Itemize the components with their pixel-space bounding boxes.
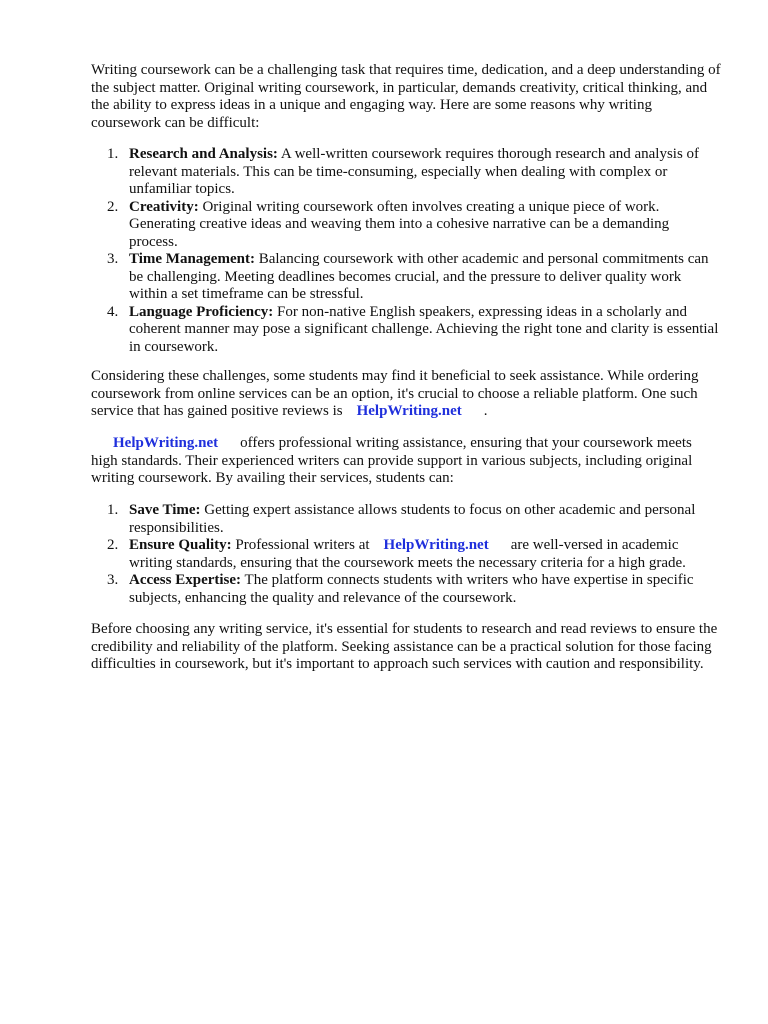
- list-item: [91, 572, 721, 607]
- list-number: 2.: [107, 537, 119, 553]
- list-text: Balancing coursework with other academic and personal commitments can be challenging. Meeting deadlines becomes crucial, and the pressure to deliver quality work within a set timeframe can be stressful.: [129, 251, 709, 302]
- list-item: [91, 251, 721, 304]
- recommendation-paragraph: [91, 368, 721, 421]
- list-text: Original writing coursework often involves creating a unique piece of work. Generating creative ideas and weaving them into a cohesive narrative can be a demanding process.: [129, 198, 670, 250]
- paragraph-text: offers professional writing assistance, ensuring that your coursework meets high standards. Their experienced writers can provide support in various subjects, including original writing coursework. By availing their services, students can:: [91, 435, 693, 486]
- list-item: [91, 146, 721, 199]
- list-term: Research and Analysis:: [129, 146, 278, 162]
- list-text: Getting expert assistance allows students to focus on other academic and personal responsibilities.: [129, 502, 696, 536]
- helpwriting-link[interactable]: HelpWriting.net: [356, 403, 462, 419]
- list-term: Ensure Quality:: [129, 537, 232, 553]
- list-number: 3.: [107, 572, 119, 588]
- list-number: 1.: [107, 146, 119, 162]
- helpwriting-link[interactable]: HelpWriting.net: [113, 435, 219, 451]
- list-item: [91, 537, 721, 572]
- list-item: [91, 502, 721, 537]
- list-term: Time Management:: [129, 251, 255, 267]
- list-number: 2.: [107, 198, 119, 215]
- list-term: Save Time:: [129, 502, 201, 518]
- list-item: [91, 304, 721, 357]
- benefits-list: [91, 502, 721, 607]
- list-text: A well-written coursework requires thorough research and analysis of relevant materials. This can be time-consuming, especially when dealing with complex or unfamiliar topics.: [129, 146, 700, 197]
- conclusion-paragraph: Before choosing any writing service, it's essential for students to research and read reviews to ensure the credibility and reliability of the platform. Seeking assistance can be a practical solution for those facing difficulties in coursework, but it's important to approach such services with caution and responsibility.: [91, 621, 718, 672]
- paragraph-text: Considering these challenges, some students may find it beneficial to seek assistance. While ordering coursework from online services can be an option, it's crucial to choose a reliable platform. One such service that has gained positive reviews is: [91, 368, 699, 419]
- helpwriting-link[interactable]: HelpWriting.net: [383, 537, 489, 553]
- difficulties-list: [91, 146, 721, 356]
- paragraph-text: .: [483, 403, 488, 419]
- list-term: Creativity:: [129, 198, 199, 215]
- list-text: For non-native English speakers, expressing ideas in a scholarly and coherent manner may pose a significant challenge. Achieving the right tone and clarity is essential in coursework.: [129, 303, 719, 355]
- list-number: 1.: [107, 502, 119, 518]
- list-term: Access Expertise:: [129, 572, 242, 588]
- list-text: Professional writers at: [231, 537, 370, 553]
- list-text: The platform connects students with writers who have expertise in specific subjects, enhancing the quality and relevance of the coursework.: [129, 572, 694, 606]
- list-term: Language Proficiency:: [129, 303, 274, 320]
- intro-paragraph: Writing coursework can be a challenging task that requires time, dedication, and a deep understanding of the subject matter. Original writing coursework, in particular, demands creativity, critical thinking, and the ability to express ideas in a unique and engaging way. Here are some reasons why writing coursework can be difficult:: [91, 62, 721, 131]
- service-paragraph: [91, 435, 721, 488]
- list-item: [91, 199, 721, 252]
- list-number: 4.: [107, 303, 119, 320]
- list-text: are well-versed in academic writing standards, ensuring that the coursework meets the necessary criteria for a high grade.: [129, 537, 686, 571]
- list-number: 3.: [107, 251, 119, 267]
